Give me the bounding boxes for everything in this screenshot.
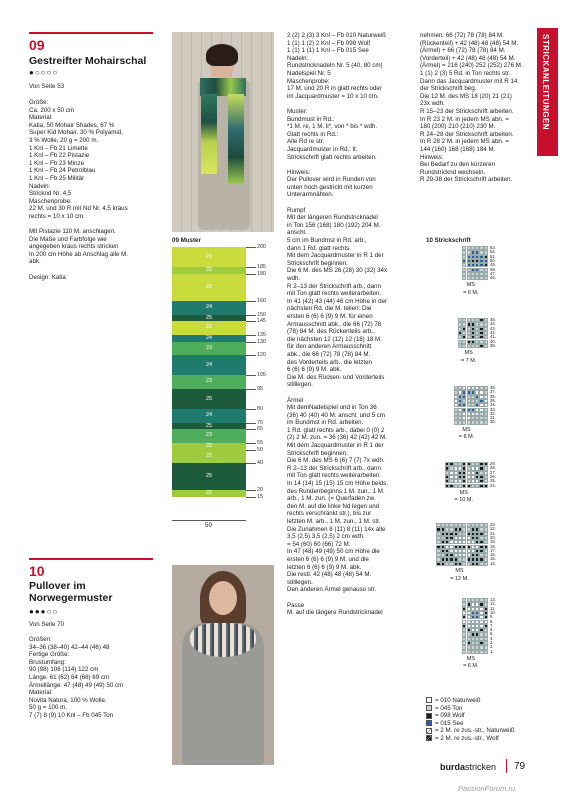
row-number: 14. <box>490 560 496 566</box>
footer-divider <box>506 759 507 773</box>
stripe-band: 22 <box>172 267 246 274</box>
stripe-band: 23 <box>172 375 246 389</box>
legend-item-wolf <box>426 712 515 720</box>
row-number: 37. <box>490 389 496 395</box>
tick-label: 50 <box>257 446 263 453</box>
row-number: 6. <box>490 627 494 633</box>
section-tab <box>537 28 558 156</box>
tick-mark <box>246 375 256 376</box>
tick-label: 200 <box>257 244 266 250</box>
row-number: 27. <box>490 469 496 475</box>
chart-cell <box>484 420 488 424</box>
row-number: 30. <box>490 419 496 425</box>
pattern-instructions: Größen: 34–36 (38–40) 42–44 (46) 48 Fertige Größe: Brustumfang: 90 (98) 106 (114) 122 cm Länge: 61 (62) 64 (66) 69 cm Ärmellänge: 47 (48) 49 (49) 50 cm Material: Novita Natura, 100 % Wolle. 50 g = 100 m. 7 (7) 8 (9) 10 Knl – Fb 045 Ton <box>29 636 124 719</box>
pattern-number: 09 <box>29 37 45 53</box>
stripe-band: 24 <box>172 301 246 315</box>
width-dimension-line <box>172 520 246 521</box>
row-number: 48. <box>490 266 496 272</box>
legend-item-naturweiss <box>426 697 515 705</box>
legend-label: = 010 Naturweiß <box>435 697 481 704</box>
stripe-band: 25 <box>172 423 246 430</box>
brand-name: burda <box>440 762 466 772</box>
section-tab-label: STRICKANLEITUNGEN <box>541 34 550 131</box>
difficulty-rating: ●●●○○ <box>29 607 59 616</box>
tick-label: 65 <box>257 426 263 433</box>
row-number: 2. <box>490 644 494 650</box>
tick-label: 180 <box>257 271 266 277</box>
tick-label: 95 <box>257 385 263 392</box>
tick-label: 120 <box>257 352 266 358</box>
page-reference: Von Seite 70 <box>29 621 65 628</box>
tick-mark <box>246 321 256 322</box>
stripe-band: 21 <box>172 247 246 267</box>
row-number: 7. <box>490 622 494 628</box>
row-number: 52. <box>490 249 496 255</box>
chart-cell <box>484 484 488 488</box>
legend-label: = 2 M. re zus.-str., Wolf <box>435 734 499 742</box>
scarf-photo <box>172 32 274 232</box>
tick-label: 145 <box>257 318 266 325</box>
tick-mark <box>246 389 256 390</box>
row-number: 47. <box>490 270 496 276</box>
tick-mark <box>246 450 256 451</box>
row-number: 38. <box>490 385 496 390</box>
row-number: 51. <box>490 253 496 259</box>
row-number: 36. <box>490 393 496 399</box>
naturweiss-swatch-icon <box>426 697 432 703</box>
tick-label: 55 <box>257 439 263 446</box>
legend-item-ton <box>426 705 515 713</box>
row-number: 31. <box>490 415 496 421</box>
row-number: 42. <box>490 329 496 335</box>
divider <box>29 558 153 560</box>
row-number: 26. <box>490 473 496 479</box>
tick-label: 130 <box>257 338 266 345</box>
chart-cell <box>484 276 488 280</box>
row-number: 44. <box>490 321 496 327</box>
tick-mark <box>246 490 256 491</box>
tick-label: 40 <box>257 460 263 466</box>
legend-item-see <box>426 720 515 728</box>
row-number: 10. <box>490 609 496 615</box>
pattern-title: Pullover im Norwegermuster <box>29 580 113 604</box>
stripe-band: 23 <box>172 429 246 443</box>
row-number: 20. <box>490 534 496 540</box>
repeat-label: MS = 7 M. <box>460 350 477 364</box>
legend-label: = 2 M. re zus.-str., Naturweiß <box>435 727 515 735</box>
brand-name-suffix: stricken <box>465 762 497 772</box>
stripe-band: 24 <box>172 335 246 342</box>
footer-brand <box>440 762 496 772</box>
row-number: 34. <box>490 402 496 408</box>
tick-label: 70 <box>257 419 263 426</box>
repeat-label: MS = 6 M. <box>463 655 479 670</box>
repeat-label: MS = 8 M. <box>458 426 475 441</box>
tick-mark <box>246 463 256 464</box>
difficulty-rating: ●○○○○ <box>29 68 59 77</box>
row-number: 35. <box>490 397 496 403</box>
tick-mark <box>246 267 256 268</box>
ton-swatch-icon <box>426 705 432 711</box>
stripe-band: 25 <box>172 315 246 322</box>
stripe-band: 21 <box>172 321 246 335</box>
tick-mark <box>246 409 256 410</box>
legend-item-k2tog-wolf <box>426 735 515 743</box>
tick-label: 150 <box>257 311 266 318</box>
pattern-title: Gestreifter Mohairschal <box>29 55 147 67</box>
legend-label: = 098 Wolf <box>435 712 465 720</box>
tick-mark <box>246 342 256 343</box>
row-number: 17. <box>490 547 496 553</box>
decrease-wolf-icon <box>426 735 432 741</box>
sweater-photo <box>172 565 274 765</box>
tick-label: 185 <box>257 264 266 271</box>
legend-label: = 015 See <box>435 719 464 727</box>
row-number: 45. <box>490 317 496 322</box>
tick-mark <box>246 274 256 275</box>
row-number: 40. <box>490 338 496 344</box>
stripe-band: 25 <box>172 463 246 490</box>
tick-mark <box>246 429 256 430</box>
chart-legend <box>426 697 515 743</box>
legend-label: = 045 Ton <box>435 704 463 712</box>
row-number: 5. <box>490 631 494 637</box>
row-number: 29. <box>490 461 496 466</box>
repeat-label: MS = 10 M. <box>454 489 473 504</box>
instruction-column-2: 2 (2) 2 (3) 3 Knl – Fb 010 Naturweiß 1 (1) 1 (2) 2 Knl – Fb 098 Wolf 1 (1) 1 (1) 1 Knl – Fb 015 See Nadeln: Rundstricknadeln Nr. 5 (40, 80 cm) Nadelspiel Nr. 5 Maschenprobe: 17 M. und 20 R in glatt rechts oder im Jacquardmuster = 10 x 10 cm. Muster: Bundmust in Rd.: *1 M. re, 1 M. li*, von * bis * wdh. Glatt rechts in Rd.: Alle Rd re str. Jacquardmuster in Rd.: lt. Strickschrift glatt rechts arbeiten. Hinweis: Der Pullover wird in Runden von unten hoch gestrickt mit kurzen Unterarmnähten. Rumpf Mit der längeren Rundstricknadel in Ton 156 (168) 180 (192) 204 M. anschl. 5 cm im Bundmst in Rd. arb., dann 1 Rd. glatt rechts. Mit dem Jacquardmuster in R 1 der Strickschrift beginnen. Die 6 M. des MS 26 (28) 30 (32) 34x wdh. R 2–13 der Strickschrift arb., dann mit Ton glatt rechts weiterarbeiten. In 41 (42) 43 (44) 46 cm Höhe in der nächsten Rd. die M. teilen: Die ersten 6 (6) 6 (9) 9 M. für einen Armausschnitt abk., die 66 (72) 78 (78) 84 M. des Rückenteils arb., die nächsten 12 (12) 12 (18) 18 M. für den anderen Armausschnitt abk., die 66 (72) 78 (78) 84 M. des Vorderteils arb., die letzten 6 (6) 6 (9) 9 M. abk. Die M. des Rücken- und Vorderteils stilllegen. Ärmel Mit demNadelspiel und in Ton 36 (36) 40 (40) 40 M. anschl. und 5 cm im Bundmst in Rd. arbeiten. 1 Rd. glatt rechts arb., dabei 0 (0) 2 (2) 2 M. zun. = 36 (36) 42 (42) 42 M. Mit dem Jacquardmuster in R 1 der Strickschrift beginnen. Die 6 M. des MS 6 (6) 7 (7) 7x wdh. R 2–13 der Strickschrift arb., dann mit Ton glatt rechts weiterarbeiten. In 14 (14) 15 (15) 15 cm Höhe beids. des Rundenbeginns 1 M. zun.: 1 M. arb., 1 M. zun. (= Querfaden zw. den M. auf die linke Nd legen und rechts verschränkt str.), bis zur letzten M. arb., 1 M. zun., 1 M. str. Die Zunahmen 8 (11) 8 (11) 14x alle 3,5 (2,5) 3,5 (2,5) 2 cm wdh. = 54 (60) 60 (66) 72 M. In 47 (48) 49 (49) 50 cm Höhe die ersten 6 (6) 6 (9) 9 M. und die letzten 6 (6) 6 (9) 9 M. abk. Die restl. 42 (48) 48 (48) 54 M. stilllegen. Den anderen Ärmel genauso str. Passe M. auf die längere Rundstricknadel <box>287 32 389 617</box>
tick-label: 15 <box>257 493 263 500</box>
tick-label: 20 <box>257 487 263 493</box>
row-number: 15. <box>490 556 496 562</box>
row-number: 18. <box>490 543 496 549</box>
decrease-naturweiss-icon <box>426 728 432 734</box>
row-number: 13. <box>490 597 496 602</box>
row-number: 9. <box>490 614 494 620</box>
page-number: 79 <box>514 761 526 772</box>
row-number: 11. <box>490 605 496 611</box>
row-number: 16. <box>490 552 496 558</box>
page-reference: Von Seite 53 <box>29 83 65 90</box>
tick-mark <box>246 355 256 356</box>
row-number: 39. <box>490 342 496 348</box>
stripe-band: 22 <box>172 490 246 497</box>
row-number: 43. <box>490 325 496 331</box>
row-number: 12. <box>490 601 496 607</box>
row-number: 1. <box>490 648 494 654</box>
tick-mark <box>246 301 256 302</box>
tick-mark <box>246 335 256 336</box>
row-number: 49. <box>490 262 496 268</box>
tick-label: 160 <box>257 298 266 304</box>
tick-mark <box>246 315 256 316</box>
row-number: 46. <box>490 275 496 281</box>
tick-label: 135 <box>257 331 266 338</box>
wolf-swatch-icon <box>426 713 432 719</box>
row-number: 3. <box>490 640 494 645</box>
pattern-number: 10 <box>29 563 45 579</box>
row-number: 33. <box>490 406 496 412</box>
tick-mark <box>246 497 256 498</box>
row-number: 23. <box>490 522 496 527</box>
stripe-band: 24 <box>172 409 246 423</box>
repeat-label: MS = 6 M. <box>463 282 479 296</box>
tick-label: 80 <box>257 406 263 412</box>
stripe-band: 23 <box>172 342 246 356</box>
chart-cell <box>484 344 488 348</box>
tick-mark <box>246 423 256 424</box>
watermark: PassionForum.ru <box>458 784 516 793</box>
repeat-label: MS = 12 M. <box>450 568 469 582</box>
row-number: 41. <box>490 334 496 340</box>
row-number: 24. <box>490 482 496 488</box>
stripe-band: 22 <box>172 443 246 450</box>
row-number: 50. <box>490 257 496 263</box>
row-number: 22. <box>490 526 496 532</box>
stripe-band: 21 <box>172 274 246 301</box>
row-number: 19. <box>490 539 496 545</box>
row-number: 32. <box>490 410 496 416</box>
width-label: 50 <box>205 522 212 529</box>
tick-label: 105 <box>257 372 266 379</box>
chart-label: 10 Strickschrift <box>426 237 471 244</box>
instruction-column-3: nehmen: 66 (72) 78 (78) 84 M. (Rückenteil) + 42 (48) 48 (48) 54 M. (Ärmel) + 66 (72) 78 (78) 84 M. (Vorderteil) + 42 (48) 48 (48) 54 M. (Ärmel) = 216 (240) 252 (252) 276 M. 1 (1) 2 (3) 5 Rd. in Ton rechts str. Dann das Jacquardmuster mit R 14 der Strickschrift beg. Die 12 M. des MS 18 (20) 21 (21) 23x wdh. R 15–23 der Strickschrift arbeiten. In R 23 2 M. in jedem MS abn. = 180 (200) 210 (210) 230 M. R 24–28 der Strickschrift arbeiten. In R 28 2 M. in jedem MS abn. = 144 (160) 168 (168) 184 M. Hinweis: Bei Bedarf zu den kürzeren Rundstricknd wechseln. R 29-38 der Strickschrift arbeiten. <box>420 32 523 184</box>
tick-mark <box>246 247 256 248</box>
row-number: 28. <box>490 465 496 471</box>
legend-item-k2tog-naturweiss <box>426 727 515 735</box>
tick-mark <box>246 443 256 444</box>
stripe-band: 24 <box>172 355 246 375</box>
stripe-band: 22 <box>172 450 246 464</box>
stripe-band: 25 <box>172 389 246 409</box>
row-number: 53. <box>490 245 496 250</box>
chart-cell <box>484 650 488 654</box>
pattern-instructions: Größe: Ca. 200 x 50 cm Material: Katia, 50 Mohair Shades, 67 % Super Kid Mohair, 30 % Polyamid, 3 % Wolle, 20 g = 200 m. 1 Knl – Fb 21 Limette 1 Knl – Fb 22 Pistazie 1 Knl – Fb 23 Minze 1 Knl – Fb 24 Petrolblau 1 Knl – Fb 25 Militär Nadeln: Stricknd Nr. 4,5 Maschenprobe: 22 M. und 30 R mit Nd Nr. 4,5 kraus rechts = 10 x 10 cm. Mit Pistazie 110 M. anschlagen. Die Maße und Farbfolge wie angegeben kraus rechts stricken In 200 cm Höhe ab Anschlag alle M. abk. Design: Katia <box>29 99 129 281</box>
chart-label: 09 Muster <box>172 237 201 244</box>
row-number: 25. <box>490 478 496 484</box>
row-number: 8. <box>490 618 494 624</box>
see-swatch-icon <box>426 720 432 726</box>
row-number: 4. <box>490 635 494 641</box>
row-number: 21. <box>490 530 496 536</box>
divider <box>29 32 153 34</box>
chart-cell <box>484 562 488 566</box>
